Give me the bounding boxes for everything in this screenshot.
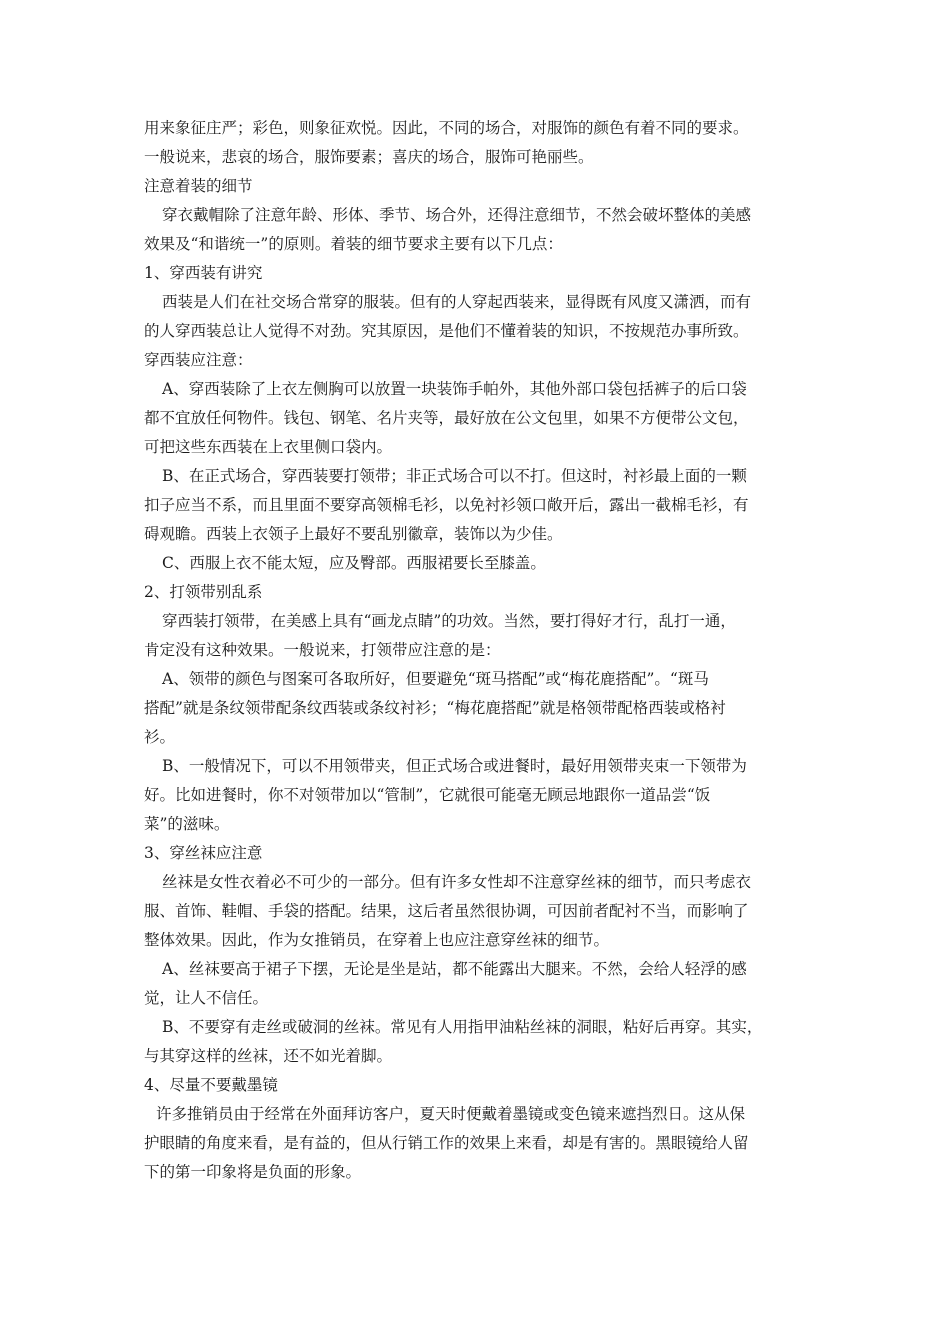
list-item-first-line: B、不要穿有走丝或破洞的丝袜。常见有人用指甲油粘丝袜的洞眼，粘好后再穿。其实， (162, 1018, 763, 1036)
list-item-first-line: B、在正式场合，穿西装要打领带；非正式场合可以不打。但这时，衬衫最上面的一颗 (162, 467, 747, 485)
paragraph-first-line: 西装是人们在社交场合常穿的服装。但有的人穿起西装来，显得既有风度又潇洒，而有 (162, 293, 752, 311)
section-heading: 注意着装的细节 (144, 177, 253, 195)
body-line: 都不宜放任何物件。钱包、钢笔、名片夹等，最好放在公文包里，如果不方便带公文包， (144, 409, 749, 427)
body-line: 服、首饰、鞋帽、手袋的搭配。结果，这后者虽然很协调，可因前者配衬不当，而影响了 (144, 902, 749, 920)
paragraph-first-line: 穿衣戴帽除了注意年龄、形体、季节、场合外，还得注意细节，不然会破坏整体的美感 (162, 206, 752, 224)
body-line: 下的第一印象将是负面的形象。 (144, 1163, 362, 1181)
body-line: 搭配”就是条纹领带配条纹西装或条纹衬衫；“梅花鹿搭配”就是格领带配格西装或格衬 (144, 699, 726, 717)
body-line: 与其穿这样的丝袜，还不如光着脚。 (144, 1047, 393, 1065)
list-item-first-line: A、穿西装除了上衣左侧胸可以放置一块装饰手帕外，其他外部口袋包括裤子的后口袋 (162, 380, 747, 398)
body-line: 衫。 (144, 728, 176, 746)
body-line: 好。比如进餐时，你不对领带加以“管制”，它就很可能毫无顾忌地跟你一道品尝“饭 (144, 786, 711, 804)
subsection-heading: 4、尽量不要戴墨镜 (144, 1076, 278, 1094)
body-line: 效果及“和谐统一”的原则。着装的细节要求主要有以下几点： (144, 235, 563, 253)
paragraph-first-line: 穿西装打领带，在美感上具有“画龙点睛”的功效。当然，要打得好才行，乱打一通， (162, 612, 736, 630)
paragraph-first-line: 许多推销员由于经常在外面拜访客户，夏天时便戴着墨镜或变色镜来遮挡烈日。这从保 (156, 1105, 746, 1123)
body-line: 可把这些东西装在上衣里侧口袋内。 (144, 438, 393, 456)
body-line: 扣子应当不系，而且里面不要穿高领棉毛衫，以免衬衫领口敞开后，露出一截棉毛衫，有 (144, 496, 749, 514)
paragraph-first-line: 丝袜是女性衣着必不可少的一部分。但有许多女性却不注意穿丝袜的细节，而只考虑衣 (162, 873, 752, 891)
body-line: 菜”的滋味。 (144, 815, 230, 833)
body-line: 整体效果。因此，作为女推销员，在穿着上也应注意穿丝袜的细节。 (144, 931, 610, 949)
subsection-heading: 1、穿西装有讲究 (144, 264, 263, 282)
subsection-heading: 3、穿丝袜应注意 (144, 844, 263, 862)
list-item-first-line: A、领带的颜色与图案可各取所好，但要避免“斑马搭配”或“梅花鹿搭配”。“斑马 (162, 670, 709, 688)
body-line: 觉，让人不信任。 (144, 989, 269, 1007)
body-line: 穿西装应注意： (144, 351, 253, 369)
list-item-first-line: A、丝袜要高于裙子下摆，无论是坐是站，都不能露出大腿来。不然，会给人轻浮的感 (162, 960, 747, 978)
document-body (144, 114, 804, 1187)
body-line: 的人穿西装总让人觉得不对劲。究其原因，是他们不懂着装的知识，不按规范办事所致。 (144, 322, 749, 340)
list-item-first-line: C、西服上衣不能太短，应及臀部。西服裙要长至膝盖。 (162, 554, 546, 572)
body-line: 一般说来，悲哀的场合，服饰要素；喜庆的场合，服饰可艳丽些。 (144, 148, 594, 166)
body-line: 用来象征庄严；彩色，则象征欢悦。因此，不同的场合，对服饰的颜色有着不同的要求。 (144, 119, 749, 137)
body-line: 护眼睛的角度来看，是有益的，但从行销工作的效果上来看，却是有害的。黑眼镜给人留 (144, 1134, 749, 1152)
body-line: 碍观瞻。西装上衣领子上最好不要乱别徽章，装饰以为少佳。 (144, 525, 563, 543)
list-item-first-line: B、一般情况下，可以不用领带夹，但正式场合或进餐时，最好用领带夹束一下领带为 (162, 757, 747, 775)
body-line: 肯定没有这种效果。一般说来，打领带应注意的是： (144, 641, 501, 659)
subsection-heading: 2、打领带别乱系 (144, 583, 263, 601)
